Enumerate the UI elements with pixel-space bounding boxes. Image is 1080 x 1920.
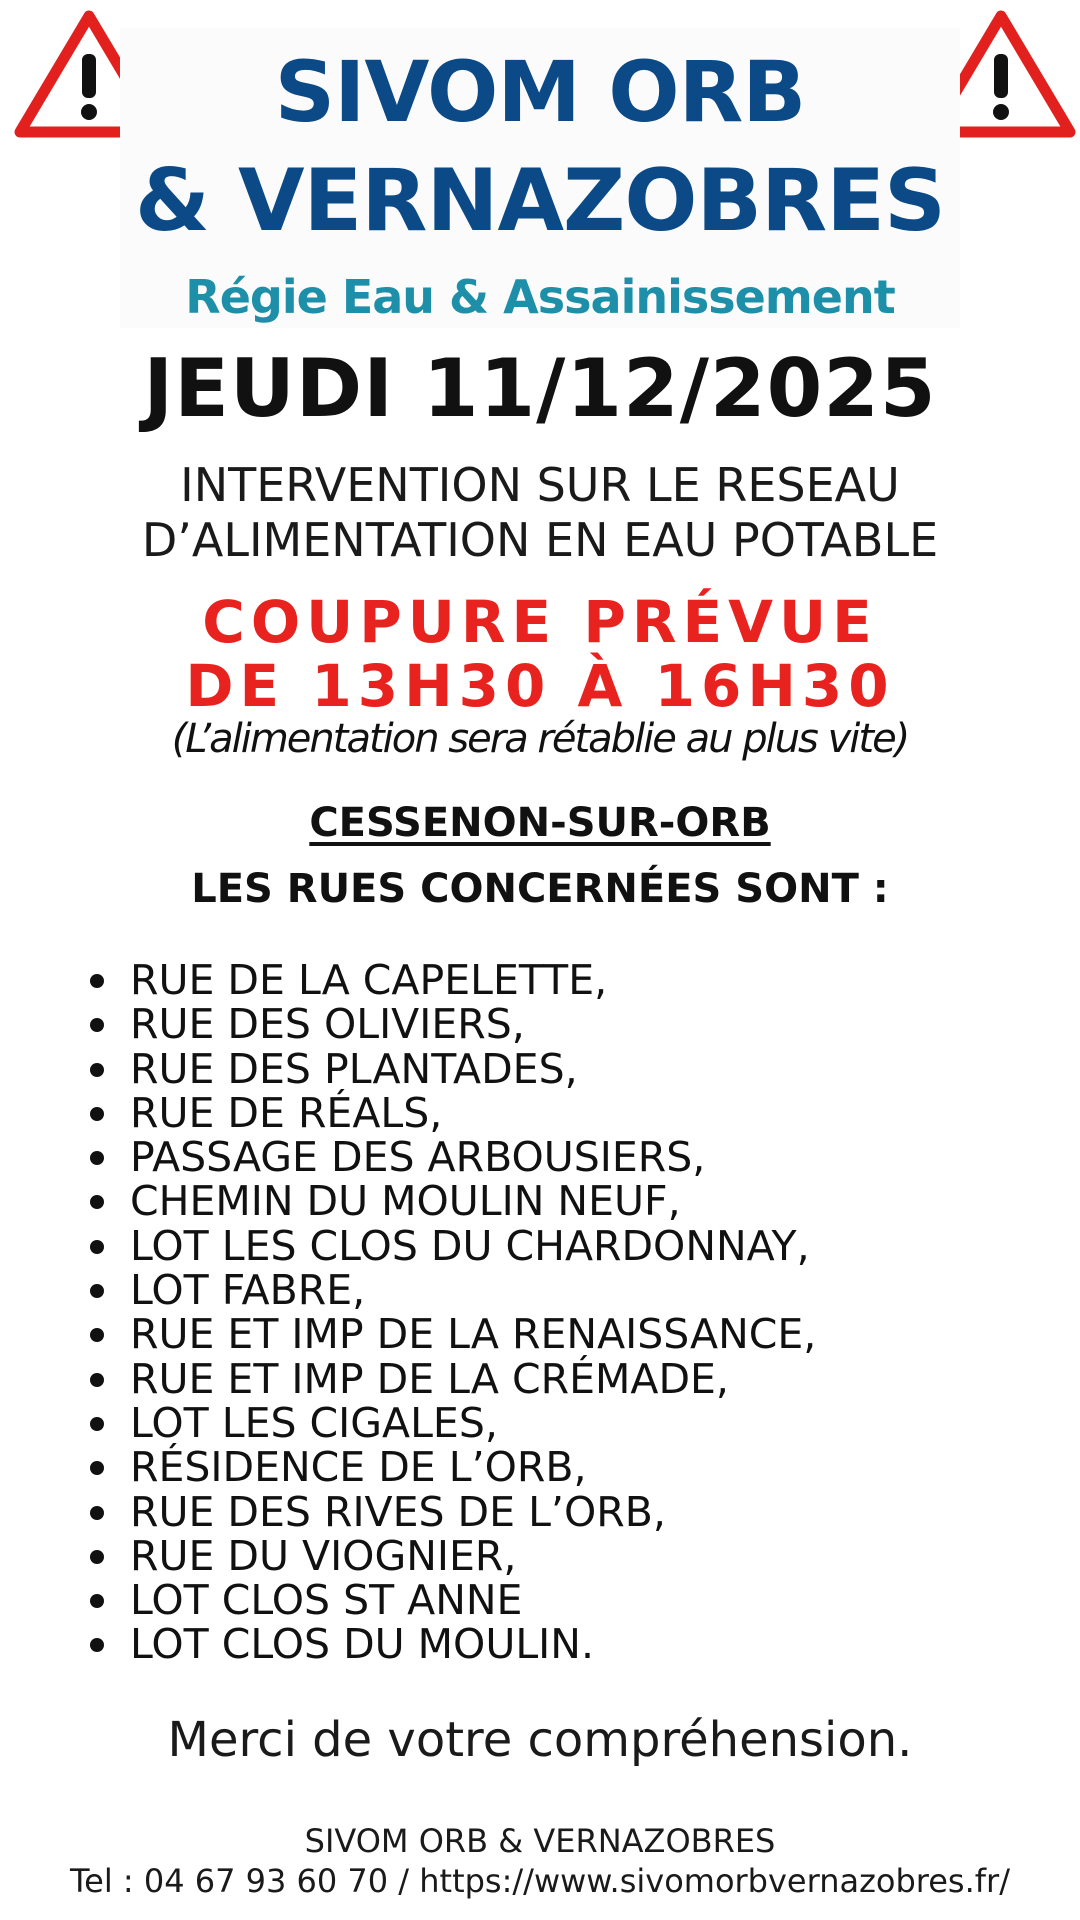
list-item — [90, 1620, 1050, 1669]
list-item — [90, 1443, 1050, 1492]
bullet-icon — [90, 1417, 104, 1431]
street-list — [90, 958, 1050, 1667]
bullet-icon — [90, 1240, 104, 1254]
bullet-icon — [90, 1594, 104, 1608]
footer-contact: Tel : 04 67 93 60 70 / https://www.sivomorbvernazobres.fr/ — [70, 1862, 1010, 1900]
bullet-icon — [90, 974, 104, 988]
street-name: RUE ET IMP DE LA CRÉMADE, — [130, 1354, 729, 1403]
bullet-icon — [90, 1550, 104, 1564]
bullet-icon — [90, 1461, 104, 1475]
bullet-icon — [90, 1506, 104, 1520]
list-item — [90, 1044, 1050, 1093]
list-item — [90, 1531, 1050, 1580]
street-name: LOT CLOS ST ANNE — [130, 1576, 523, 1625]
bullet-icon — [90, 1195, 104, 1209]
town-name: CESSENON-SUR-ORB — [309, 800, 771, 846]
bullet-icon — [90, 1063, 104, 1077]
list-item — [90, 1088, 1050, 1137]
logo-title-line-1: SIVOM ORB — [274, 43, 806, 141]
bullet-icon — [90, 1284, 104, 1298]
street-name: RUE DES OLIVIERS, — [130, 1000, 525, 1049]
list-item — [90, 1576, 1050, 1625]
bullet-icon — [90, 1107, 104, 1121]
street-name: RÉSIDENCE DE L’ORB, — [130, 1443, 587, 1492]
bullet-icon — [90, 1151, 104, 1165]
list-item — [90, 1133, 1050, 1182]
list-item — [90, 1487, 1050, 1536]
sivom-logo — [120, 28, 960, 328]
water-cut-hours: DE 13H30 À 16H30 — [185, 652, 895, 720]
thanks-message: Merci de votre compréhension. — [167, 1712, 913, 1768]
bullet-icon — [90, 1638, 104, 1652]
street-name: RUE DE RÉALS, — [130, 1088, 443, 1137]
street-name: RUE DE LA CAPELETTE, — [130, 956, 608, 1004]
logo-title-line-2: & VERNAZOBRES — [135, 151, 945, 251]
intervention-text-line-1: INTERVENTION SUR LE RESEAU — [180, 458, 900, 512]
list-item — [90, 958, 1050, 1002]
street-name: RUE DES RIVES DE L’ORB, — [130, 1487, 666, 1536]
list-item — [90, 1221, 1050, 1270]
bullet-icon — [90, 1328, 104, 1342]
bullet-icon — [90, 1373, 104, 1387]
list-item — [90, 1398, 1050, 1447]
street-name: LOT FABRE, — [130, 1266, 366, 1315]
street-name: LOT CLOS DU MOULIN. — [130, 1620, 594, 1669]
street-name: PASSAGE DES ARBOUSIERS, — [130, 1133, 706, 1182]
streets-heading: LES RUES CONCERNÉES SONT : — [191, 866, 889, 912]
street-name: LOT LES CIGALES, — [130, 1398, 498, 1447]
list-item — [90, 1266, 1050, 1315]
list-item — [90, 1354, 1050, 1403]
list-item — [90, 1177, 1050, 1226]
list-item — [90, 1310, 1050, 1359]
footer-organization: SIVOM ORB & VERNAZOBRES — [304, 1822, 776, 1860]
street-name: LOT LES CLOS DU CHARDONNAY, — [130, 1221, 810, 1270]
water-cut-title: COUPURE PRÉVUE — [202, 588, 878, 656]
list-item — [90, 1000, 1050, 1049]
street-name: RUE DES PLANTADES, — [130, 1044, 578, 1093]
notice-date: JEUDI 11/12/2025 — [143, 342, 937, 435]
street-name: RUE ET IMP DE LA RENAISSANCE, — [130, 1310, 817, 1359]
logo-subtitle: Régie Eau & Assainissement — [185, 270, 895, 324]
street-name: RUE DU VIOGNIER, — [130, 1531, 517, 1580]
restore-note: (L’alimentation sera rétablie au plus vite) — [171, 716, 909, 762]
street-name: CHEMIN DU MOULIN NEUF, — [130, 1177, 681, 1226]
intervention-text-line-2: D’ALIMENTATION EN EAU POTABLE — [141, 513, 939, 567]
bullet-icon — [90, 1018, 104, 1032]
